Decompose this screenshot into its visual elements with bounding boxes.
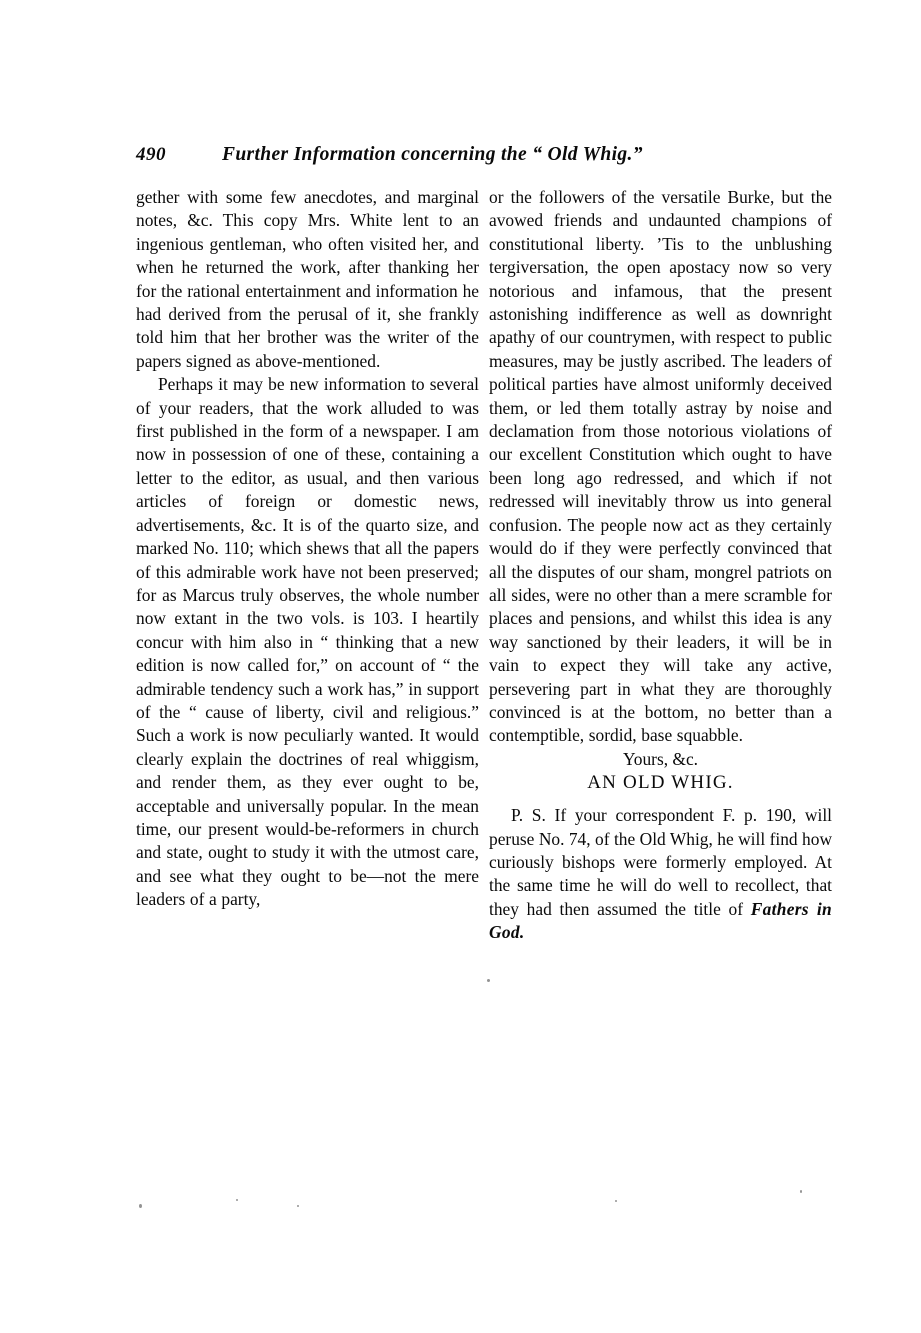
postscript-italic-phrase: Fathers in God. bbox=[489, 898, 832, 943]
scan-speck bbox=[297, 1205, 299, 1207]
postscript bbox=[489, 804, 832, 944]
left-column bbox=[136, 186, 479, 912]
scan-speck bbox=[487, 979, 490, 982]
right-column bbox=[489, 186, 832, 945]
paragraph: gether with some few anecdotes, and marginal notes, &c. This copy Mrs. White lent to an ingenious gentleman, who often visited her, and when he returned the work, after thanking her for the rational entertainment and information he had derived from the perusal of it, she frankly told him that her brother was the writer of the papers signed as above-mentioned. bbox=[136, 187, 479, 371]
signature-line: AN OLD WHIG. bbox=[587, 772, 734, 794]
scan-speck bbox=[139, 1204, 142, 1208]
postscript-text: P. S. If your correspondent F. p. 190, will peruse No. 74, of the Old Whig, he will find how curiously bishops were formerly employed. At the same time he will do well to recollect, that they had then assumed the title of bbox=[489, 805, 832, 919]
closing-valediction: Yours, &c. bbox=[622, 748, 699, 769]
scan-speck bbox=[615, 1200, 617, 1202]
body-columns bbox=[136, 186, 832, 1226]
scan-speck bbox=[236, 1199, 238, 1201]
running-head bbox=[136, 144, 832, 170]
running-head-title: Further Information concerning the “ Old Whig.” bbox=[222, 144, 643, 165]
page-folio-number: 490 bbox=[136, 144, 166, 165]
paragraph: Perhaps it may be new information to several of your readers, that the work alluded to was first published in the form of a newspaper. I am now in possession of one of these, containing a letter to the editor, as usual, and then various articles of foreign or domestic news, advertisements, &c. It is of the quarto size, and marked No. 110; which shews that all the papers of this admirable work have not been preserved; for as Marcus truly observes, the whole number now extant in the two vols. is 103. I heartily concur with him also in “ thinking that a new edition is now called for,” on account of “ the admirable tendency such a work has,” in support of the “ cause of liberty, civil and religious.” Such a work is now peculiarly wanted. It would clearly explain the doctrines of real whiggism, and render them, as they ever ought to be, acceptable and universally popular. In the mean time, our present would-be-reformers in church and state, ought to study it with the utmost care, and see what they ought to be—not the mere leaders of a party, bbox=[136, 374, 479, 910]
paragraph: or the followers of the versatile Burke, but the avowed friends and undaunted champions of constitutional liberty. ’Tis to the unblushing tergiversation, the open apostacy now so very notorious and infamous, that the present astonishing indifference as well as downright apathy of our countrymen, with respect to public measures, may be justly ascribed. The leaders of political parties have almost uniformly deceived them, or led them totally astray by noise and declamation from those notorious violations of our excellent Constitution which ought to have been long ago redressed, and which if not redressed will inevitably throw us into general confusion. The people now act as they certainly would do if they were perfectly convinced that all the disputes of our sham, mongrel patriots on all sides, were no other than a mere scramble for places and pensions, and whilst this idea is any way sanctioned by their leaders, it will be in vain to expect they will take any active, persevering part in what they are thoroughly convinced is at the bottom, no better than a contemptible, sordid, base squabble. bbox=[489, 187, 832, 746]
scan-speck bbox=[800, 1190, 802, 1193]
